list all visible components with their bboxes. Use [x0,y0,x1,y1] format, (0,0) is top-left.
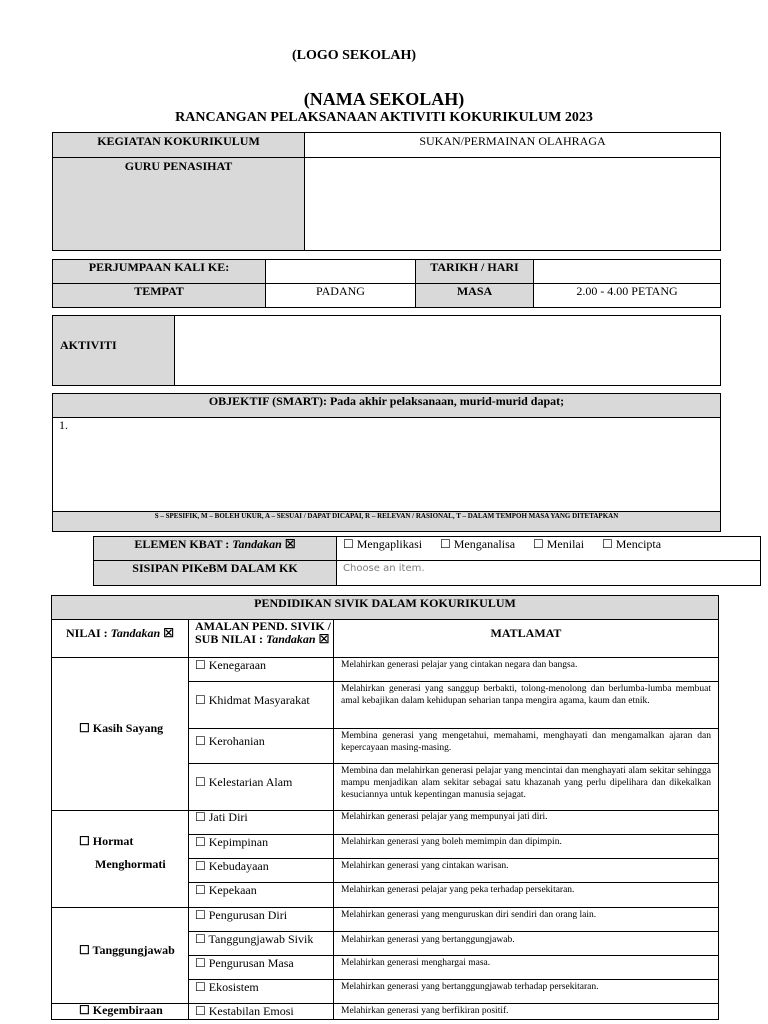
info-table [52,132,721,251]
kbat-option-mencipta[interactable]: ☐ Mencipta [602,537,662,551]
guru-label: GURU PENASIHAT [124,159,233,173]
masa-value[interactable]: 2.00 - 4.00 PETANG [576,284,678,298]
tarikh-label: TARIKH / HARI [430,260,519,274]
kbat-label: ELEMEN KBAT : Tandakan ☒ [134,537,296,551]
nilai-tanggungjawab[interactable]: ☐ Tanggungjawab [79,943,175,957]
matlamat-kebudayaan: Melahirkan generasi yang cintakan warisan. [341,861,509,871]
amalan-pengurusan-diri[interactable]: ☐ Pengurusan Diri [195,908,288,922]
amalan-ekosistem[interactable]: ☐ Ekosistem [195,980,259,994]
objektif-table [52,393,721,532]
nilai-hormat-line2: Menghormati [95,857,166,871]
amalan-jati-diri[interactable]: ☐ Jati Diri [195,810,248,824]
kegiatan-value[interactable]: SUKAN/PERMAINAN OLAHRAGA [419,134,606,148]
amalan-pengurusan-masa[interactable]: ☐ Pengurusan Masa [195,956,294,970]
matlamat-pengurusan-diri: Melahirkan generasi yang menguruskan diri sendiri dan orang lain. [341,910,597,920]
kbat-option-menganalisa[interactable]: ☐ Menganalisa [440,537,516,551]
tarikh-value[interactable] [534,260,720,283]
amalan-kepimpinan[interactable]: ☐ Kepimpinan [195,835,269,849]
amalan-kestabilan-emosi[interactable]: ☐ Kestabilan Emosi [195,1004,294,1018]
col-amalan-header: AMALAN PEND. SIVIK / SUB NILAI : Tandakan ☒ [195,619,332,646]
matlamat-jati-diri: Melahirkan generasi pelajar yang mempunyai jati diri. [341,812,548,822]
objektif-header: OBJEKTIF (SMART): Pada akhir pelaksanaan, murid-murid dapat; [208,394,565,408]
col-matlamat-header: MATLAMAT [490,626,562,640]
nilai-hormat[interactable]: ☐ Hormat [79,834,134,848]
amalan-kelestarian-alam[interactable]: ☐ Kelestarian Alam [195,775,293,789]
objektif-item-1[interactable]: 1. [59,418,68,432]
nilai-kasih-sayang[interactable]: ☐ Kasih Sayang [79,721,164,735]
meeting-table [52,259,721,308]
matlamat-kelestarian-alam: Membina dan melahirkan generasi pelajar yang mencintai dan menghayati alam sekitar sehingga mampu menjadikan alam sekitar sebagai satu khazanah yang perlu dipelihara dan dikekalkan kesuciannya untuk kepentingan manusia sejagat. [341,766,711,800]
matlamat-kepimpinan: Melahirkan generasi yang boleh memimpin dan dipimpin. [341,837,562,847]
masa-label: MASA [456,284,493,298]
page-title: RANCANGAN PELAKSANAAN AKTIVITI KOKURIKULUM 2023 [175,110,593,125]
amalan-kebudayaan[interactable]: ☐ Kebudayaan [195,859,269,873]
matlamat-kenegaraan: Melahirkan generasi pelajar yang cintakan negara dan bangsa. [341,660,578,670]
sivik-title: PENDIDIKAN SIVIK DALAM KOKURIKULUM [254,596,516,610]
matlamat-ekosistem: Melahirkan generasi yang bertanggungjawab terhadap persekitaran. [341,982,599,992]
perjumpaan-label: PERJUMPAAN KALI KE: [88,260,230,274]
kbat-table [93,536,761,586]
matlamat-pengurusan-masa: Melahirkan generasi menghargai masa. [341,958,491,968]
perjumpaan-value[interactable] [266,260,415,283]
kbat-options [343,537,758,552]
logo-placeholder: (LOGO SEKOLAH) [291,48,417,63]
guru-value[interactable] [305,158,720,250]
tempat-value[interactable]: PADANG [316,284,365,298]
matlamat-kepekaan: Melahirkan generasi pelajar yang peka terhadap persekitaran. [341,885,575,895]
aktiviti-label: AKTIVITI [60,338,117,352]
kegiatan-label: KEGIATAN KOKURIKULUM [97,134,260,148]
matlamat-tanggungjawab-sivik: Melahirkan generasi yang bertanggungjawab. [341,935,515,945]
aktiviti-table [52,315,721,386]
aktiviti-value[interactable] [175,316,720,385]
pikebm-select[interactable]: Choose an item. [343,563,425,574]
sivik-table [51,595,719,1020]
smart-footnote: S – SPESIFIK, M – BOLEH UKUR, A – SESUAI / DAPAT DICAPAI, R – RELEVAN / RASIONAL, T – DALAM TEMPOH MASA YANG DITETAPKAN [154,512,619,520]
pikebm-label: SISIPAN PIKeBM DALAM KK [132,561,298,575]
kbat-option-mengaplikasi[interactable]: ☐ Mengaplikasi [343,537,423,551]
matlamat-khidmat-masyarakat: Melahirkan generasi yang sanggup berbakti, tolong-menolong dan berlumba-lumba membuat amal kebajikan dalam kehidupan seharian tanpa mengira agama, kaum dan etnik. [341,684,711,706]
col-nilai-header: NILAI : Tandakan ☒ [65,626,174,640]
amalan-khidmat-masyarakat[interactable]: ☐ Khidmat Masyarakat [195,693,310,707]
matlamat-kerohanian: Membina generasi yang mengetahui, memahami, menghayati dan mengamalkan ajaran dan kepercayaan masing-masing. [341,731,711,753]
kbat-option-menilai[interactable]: ☐ Menilai [533,537,585,551]
school-name: (NAMA SEKOLAH) [303,89,465,109]
tempat-label: TEMPAT [134,284,184,298]
amalan-kepekaan[interactable]: ☐ Kepekaan [195,883,257,897]
amalan-tanggungjawab-sivik[interactable]: ☐ Tanggungjawab Sivik [195,932,314,946]
amalan-kerohanian[interactable]: ☐ Kerohanian [195,734,265,748]
amalan-kenegaraan[interactable]: ☐ Kenegaraan [195,658,267,672]
nilai-kegembiraan[interactable]: ☐ Kegembiraan [79,1003,163,1017]
matlamat-kestabilan-emosi: Melahirkan generasi yang berfikiran positif. [341,1006,509,1016]
